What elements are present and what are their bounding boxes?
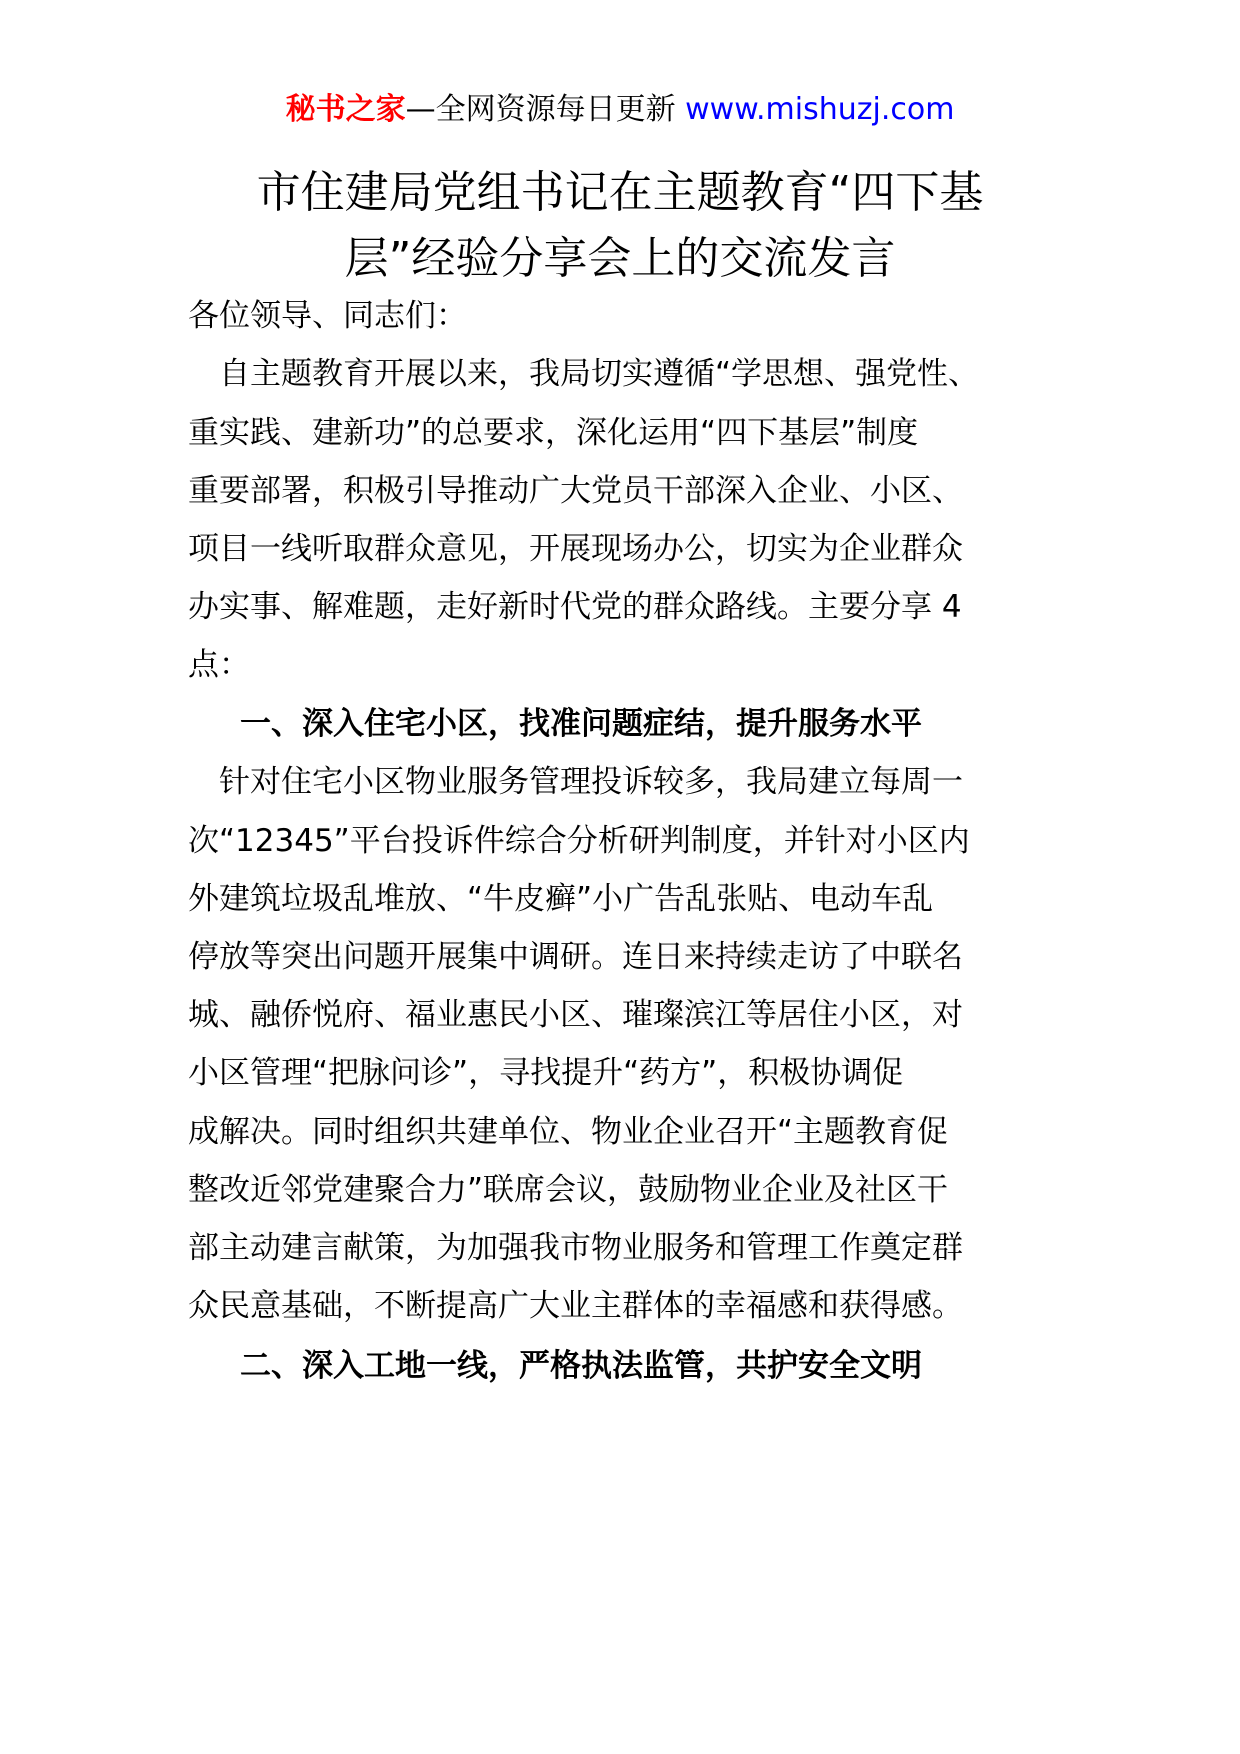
intro-line: 点：	[188, 647, 250, 683]
site-tagline: —全网资源每日更新	[405, 92, 676, 127]
site-url-link[interactable]: www.mishuzj.com	[685, 92, 955, 127]
document-title-line-1: 市住建局党组书记在主题教育“四下基	[256, 167, 984, 218]
section-1-line: 次“12345”平台投诉件综合分析研判制度，并针对小区内	[188, 823, 970, 859]
intro-line: 重实践、建新功”的总要求，深化运用“四下基层”制度	[188, 415, 919, 451]
intro-line: 办实事、解难题，走好新时代党的群众路线。主要分享 4	[188, 589, 962, 625]
section-1-line: 整改近邻党建聚合力”联席会议，鼓励物业企业及社区干	[188, 1172, 949, 1208]
document-title-line-2: 层”经验分享会上的交流发言	[344, 233, 896, 284]
section-1-line: 城、融侨悦府、福业惠民小区、璀璨滨江等居住小区，对	[188, 997, 963, 1033]
intro-line: 重要部署，积极引导推动广大党员干部深入企业、小区、	[188, 473, 963, 509]
section-1-line: 众民意基础，不断提高广大业主群体的幸福感和获得感。	[188, 1288, 963, 1324]
section-1-line: 小区管理“把脉问诊”，寻找提升“药方”，积极协调促	[188, 1055, 904, 1091]
section-2-heading: 二、深入工地一线，严格执法监管，共护安全文明	[240, 1348, 922, 1384]
section-1-line: 针对住宅小区物业服务管理投诉较多，我局建立每周一	[188, 764, 963, 800]
section-1-heading: 一、深入住宅小区，找准问题症结，提升服务水平	[240, 706, 922, 742]
section-1-line: 成解决。同时组织共建单位、物业企业召开“主题教育促	[188, 1114, 949, 1150]
intro-line: 自主题教育开展以来，我局切实遵循“学思想、强党性、	[188, 356, 980, 392]
site-header	[0, 90, 1240, 130]
section-1-line: 部主动建言献策，为加强我市物业服务和管理工作奠定群	[188, 1230, 963, 1266]
section-1-line: 停放等突出问题开展集中调研。连日来持续走访了中联名	[188, 939, 963, 975]
intro-line: 项目一线听取群众意见，开展现场办公，切实为企业群众	[188, 531, 963, 567]
salutation: 各位领导、同志们：	[188, 298, 467, 334]
section-1-line: 外建筑垃圾乱堆放、“牛皮癣”小广告乱张贴、电动车乱	[188, 881, 934, 917]
site-brand: 秘书之家	[285, 92, 406, 127]
